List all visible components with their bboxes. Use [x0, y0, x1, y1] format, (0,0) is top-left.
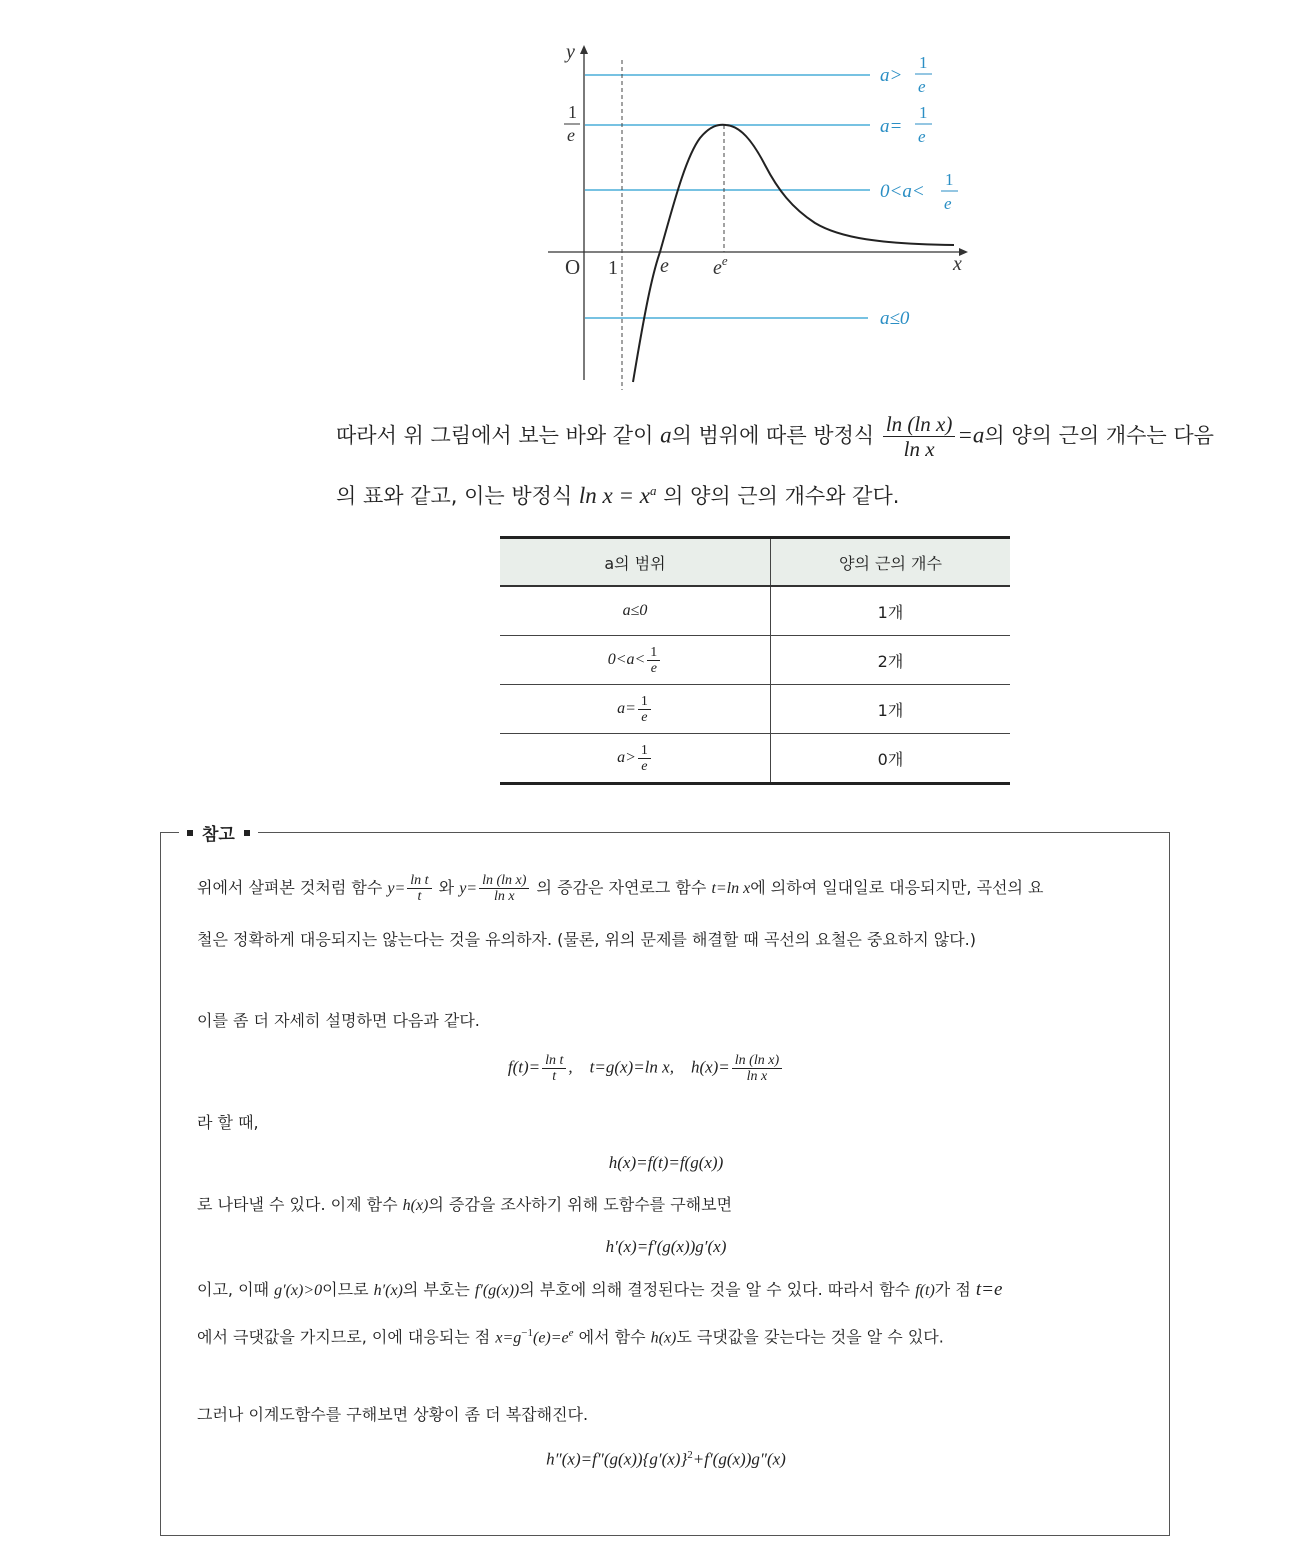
equation-second-derivative: $h''(x)=f''(g(x))\{g'(x)\}^2+f'(g(x))g''(x)$ [546, 1449, 786, 1469]
table-header-row [500, 538, 1010, 587]
note-paragraph-8: 그러나 이계도함수를 구해보면 상황이 좀 더 복잡해진다. [197, 1405, 589, 1424]
note-title: 참고 [202, 825, 235, 845]
count-cell: 1개 [771, 586, 1011, 636]
note-heading [179, 820, 258, 845]
label-a-between [880, 170, 958, 213]
x-tick-e: e [660, 255, 669, 277]
svg-text:e: e [944, 194, 952, 213]
x-tick-ee: $e^e$ [713, 253, 728, 279]
x-axis-label: x [953, 253, 962, 275]
note-paragraph-4: 라 할 때, [197, 1113, 259, 1132]
note-paragraph-1: 위에서 살펴본 것처럼 함수 y= $\frac{\text{ln t}}{t}$ 와 y= $\frac{\text{ln (ln x)}}{\text{ln x}}$ 의 증감은 자연로그 함수 t=ln x에 의하여 일대일로 대응되지만, 곡선의 요 [197, 873, 1044, 904]
paragraph-line-2 [336, 476, 899, 511]
svg-text:1: 1 [945, 170, 954, 189]
count-cell: 1개 [771, 685, 1011, 734]
equation-composition: h(x)=f(t)=f(g(x)) [608, 1153, 724, 1172]
range-cell: 0<a< $\frac{1}{e}$ [500, 636, 771, 685]
note-paragraph-6: 이고, 이때 g′(x)>0이므로 h′(x)의 부호는 f′(g(x))의 부호에 의해 결정된다는 것을 알 수 있다. 따라서 함수 f(t)가 점 t=e [197, 1279, 1003, 1300]
svg-text:1: 1 [919, 53, 928, 72]
text-run: 의 범위에 따른 방정식 [671, 423, 881, 448]
equation-lnx-xa: ln x = x [578, 483, 650, 508]
table-row [500, 636, 1010, 685]
square-bullet-icon [187, 830, 193, 836]
square-bullet-icon [244, 830, 250, 836]
range-cell: a= $\frac{1}{e}$ [500, 685, 771, 734]
curve-h-x [633, 125, 954, 382]
svg-text:1: 1 [919, 103, 928, 122]
count-cell: 2개 [771, 636, 1011, 685]
range-cell: a≤0 [500, 586, 771, 636]
svg-text:e: e [918, 77, 926, 96]
y-axis-label: y [566, 41, 575, 63]
fraction-lnlnx-lnx: $\frac{\text{ln (ln x)}}{\text{ln x}}$ [883, 412, 955, 461]
text-run: 의 양의 근의 개수는 다음 [984, 423, 1214, 448]
equation-definitions: f(t)= $\frac{\text{ln t}}{t}$ , t=g(x)=ln x, h(x)= $\frac{\text{ln (ln x)}}{\text{ln x}}$ [141, 1053, 1151, 1084]
y-axis-arrow [580, 45, 588, 54]
table-row [500, 685, 1010, 734]
text-run: 의 양의 근의 개수와 같다. [656, 484, 900, 508]
var-a: a [660, 422, 672, 448]
paragraph-line-1 [336, 412, 1214, 461]
table-row [500, 586, 1010, 636]
x-tick-1: 1 [608, 257, 618, 279]
svg-text:a=: a= [880, 116, 903, 137]
label-a-gt-1e [880, 53, 932, 96]
equation-derivative: h′(x)=f′(g(x))g′(x) [605, 1237, 727, 1256]
svg-text:a>: a> [880, 65, 903, 86]
label-a-eq-1e [880, 103, 932, 146]
y-tick-den: e [567, 125, 575, 145]
text-run: 의 표와 같고, 이는 방정식 [336, 484, 579, 508]
note-paragraph-3: 이를 좀 더 자세히 설명하면 다음과 같다. [197, 1011, 480, 1030]
origin-label: O [565, 255, 581, 279]
note-paragraph-2: 철은 정확하게 대응되지는 않는다는 것을 유의하자. (물론, 위의 문제를 해결할 때 곡선의 요철은 중요하지 않다.) [197, 930, 977, 949]
eq-a: =a [957, 422, 985, 448]
exponent-a: a [650, 483, 657, 498]
note-paragraph-7: 에서 극댓값을 가지므로, 이에 대응되는 점 $x=g^{-1}(e)=e^e$ 에서 함수 h(x)도 극댓값을 갖는다는 것을 알 수 있다. [197, 1327, 944, 1347]
y-tick-num: 1 [568, 102, 577, 122]
table-row [500, 734, 1010, 784]
range-cell: a> $\frac{1}{e}$ [500, 734, 771, 784]
text-run: 따라서 위 그림에서 보는 바와 같이 [336, 423, 661, 448]
svg-text:e: e [918, 127, 926, 146]
header-count: 양의 근의 개수 [771, 538, 1011, 587]
count-cell: 0개 [771, 734, 1011, 784]
label-a-le-0: a≤0 [880, 308, 910, 329]
svg-text:0<a<: 0<a< [880, 181, 925, 202]
note-box [160, 825, 1170, 1536]
root-count-table [500, 536, 1010, 785]
header-range: a의 범위 [500, 538, 771, 587]
note-paragraph-5: 로 나타낼 수 있다. 이제 함수 h(x)의 증감을 조사하기 위해 도함수를 구해보면 [197, 1195, 733, 1214]
function-graph [540, 40, 970, 390]
